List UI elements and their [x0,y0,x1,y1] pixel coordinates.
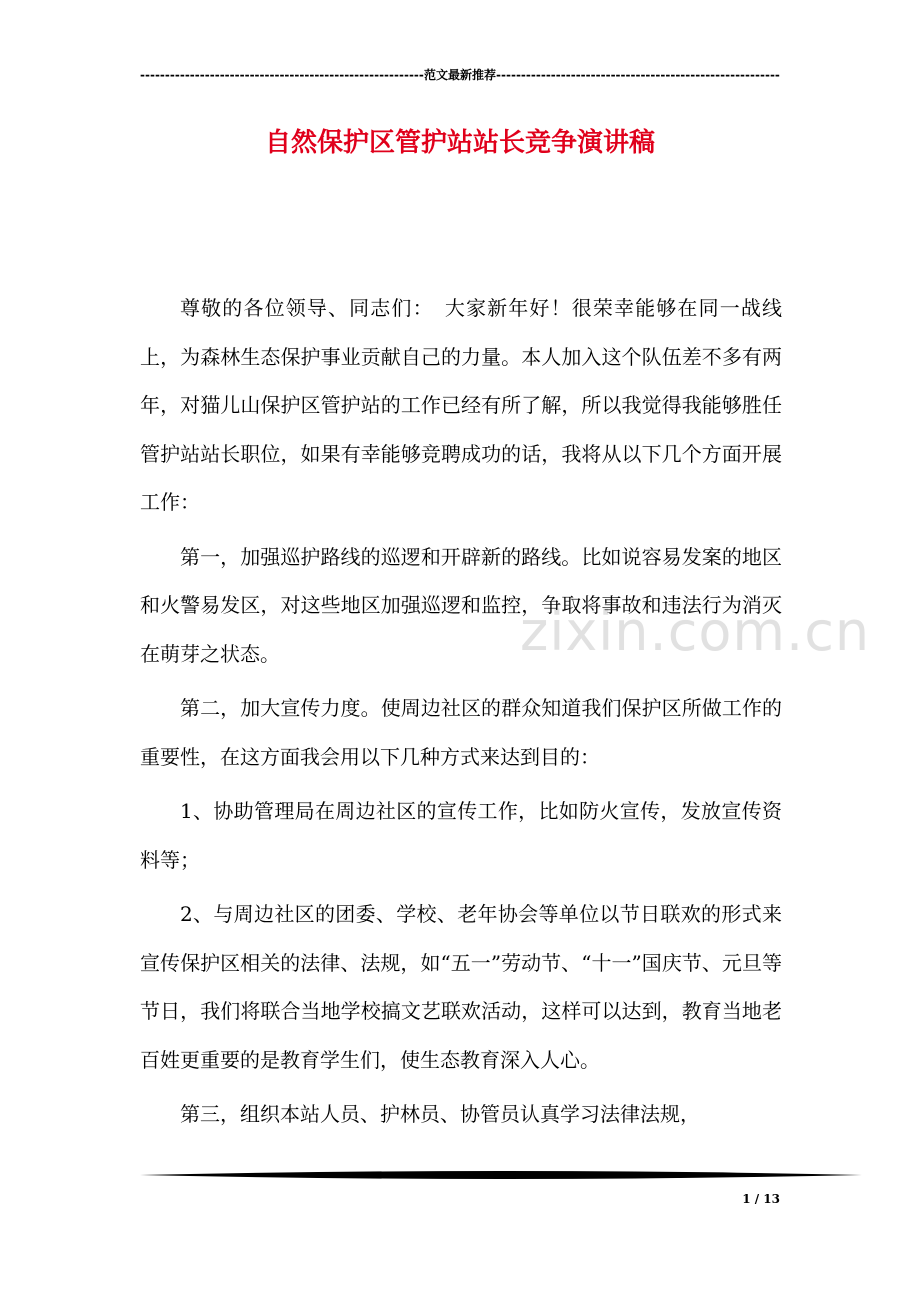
header-label: 范文最新推荐 [424,68,497,82]
header-banner [140,66,780,83]
document-body [140,284,782,1139]
paragraph-first: 第一，加强巡护路线的巡逻和开辟新的路线。比如说容易发案的地区和火警易发区，对这些地区加强巡逻和监控，争取将事故和违法行为消灭在萌芽之状态。 [140,544,782,666]
paragraph-greeting: 尊敬的各位领导、同志们： 大家新年好！很荣幸能够在同一战线上，为森林生态保护事业贡献自己的力量。本人加入这个队伍差不多有两年，对猫儿山保护区管护站的工作已经有所了解，所以我觉得我能够胜任管护站站长职位，如果有幸能够竞聘成功的话，我将从以下几个方面开展工作： [140,296,782,514]
paragraph-item-1: 1、协助管理局在周边社区的宣传工作，比如防火宣传，发放宣传资料等； [140,799,782,872]
footer-rule [140,1168,862,1182]
paragraph-item-2: 2、与周边社区的团委、学校、老年协会等单位以节日联欢的形式来宣传保护区相关的法律、法规，如“五一”劳动节、“十一”国庆节、元旦等节日，我们将联合当地学校搞文艺联欢活动，这样可以达到，教育当地老百姓更重要的是教育学生们，使生态教育深入人心。 [140,902,782,1072]
header-dash-left [140,68,424,82]
paragraph-second: 第二，加大宣传力度。使周边社区的群众知道我们保护区所做工作的重要性，在这方面我会用以下几种方式来达到目的： [140,696,782,769]
watermark: zixin.com.cn [520,600,871,663]
document-title: 自然保护区管护站站长竞争演讲稿 [264,128,655,158]
paragraph-third: 第三，组织本站人员、护林员、协管员认真学习法律法规， [180,1102,700,1126]
page-number: 1 / 13 [742,1192,780,1206]
header-dash-right [496,68,780,82]
